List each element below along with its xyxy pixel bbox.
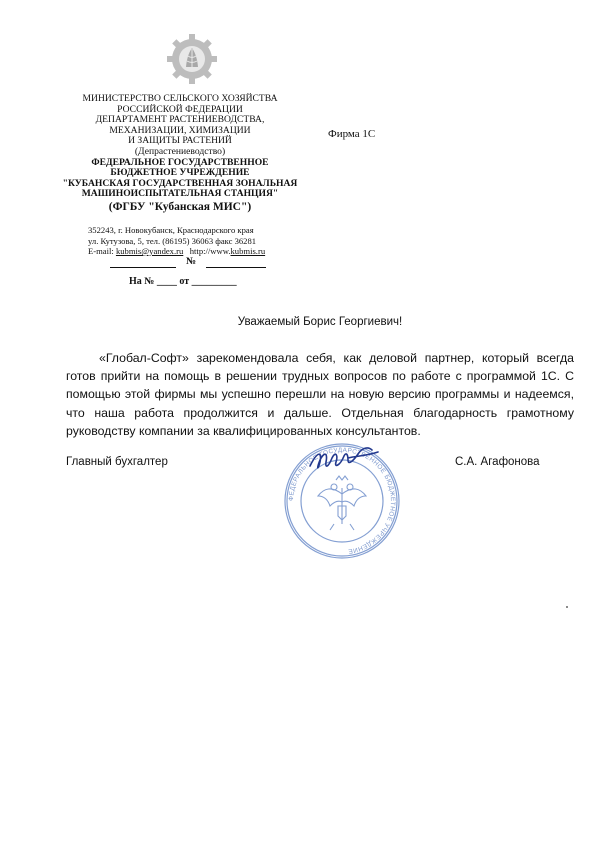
greeting <box>0 316 600 328</box>
website-prefix: http://www. <box>189 246 231 256</box>
institution-line: ФЕДЕРАЛЬНОЕ ГОСУДАРСТВЕННОЕ <box>91 156 269 168</box>
department-line: ДЕПАРТАМЕНТ РАСТЕНИЕВОДСТВА, <box>95 114 265 126</box>
address-line: 352243, г. Новокубанск, Краснодарского края <box>88 225 254 235</box>
institution-short-name: (ФГБУ "Кубанская МИС") <box>108 200 252 213</box>
signer-name: С.А. Агафонова <box>455 456 540 468</box>
institution-line: "КУБАНСКАЯ ГОСУДАРСТВЕННАЯ ЗОНАЛЬНАЯ <box>62 177 298 189</box>
letterhead <box>60 94 300 214</box>
signer-title: Главный бухгалтер <box>66 456 168 468</box>
stamp-ring-text: ФЕДЕРАЛЬНОЕ ГОСУДАРСТВЕННОЕ БЮДЖЕТНОЕ УЧРЕЖДЕНИЕ <box>287 446 397 555</box>
website-link[interactable]: kubmis.ru <box>230 246 266 256</box>
greeting-text: Уважаемый Борис Георгиевич! <box>237 316 403 328</box>
department-line: И ЗАЩИТЫ РАСТЕНИЙ <box>128 135 232 147</box>
gear-emblem-logo <box>165 32 219 86</box>
blank-underline <box>110 267 176 268</box>
letter-body: «Глобал-Софт» зарекомендовала себя, как деловой партнер, который всегда готов прийти на помощь в решении трудных вопросов по работе с программой 1С. С помощью этой фирмы мы успешно перешли на новую версию программы и надеемся, что наша работа продолжится и дальше. Отдельная благодарность грамотному руководству компании за квалифицированных консультантов. <box>66 351 574 438</box>
email-link[interactable]: kubmis@yandex.ru <box>115 246 184 256</box>
blank-underline <box>206 267 266 268</box>
recipient: Фирма 1С <box>328 128 376 140</box>
ministry-line: МИНИСТЕРСТВО СЕЛЬСКОГО ХОЗЯЙСТВА <box>82 93 278 104</box>
registration-number-line <box>110 257 270 269</box>
ministry-line: РОССИЙСКОЙ ФЕДЕРАЦИИ <box>117 103 243 115</box>
institution-line: МАШИНОИСПЫТАТЕЛЬНАЯ СТАНЦИЯ" <box>81 188 279 200</box>
official-stamp <box>282 440 402 562</box>
in-reply-line: На № ____ от _________ <box>129 276 237 287</box>
number-sign: № <box>186 256 197 267</box>
eagle-icon <box>318 476 366 530</box>
stray-dot <box>566 606 568 608</box>
department-abbrev: (Депрастениеводство) <box>134 145 226 157</box>
address-line: ул. Кутузова, 5, тел. (86195) 36063 факс 36281 <box>88 235 257 246</box>
address-block <box>88 225 308 257</box>
institution-line: БЮДЖЕТНОЕ УЧРЕЖДЕНИЕ <box>110 167 250 179</box>
email-label: E-mail: <box>88 246 114 256</box>
department-line: МЕХАНИЗАЦИИ, ХИМИЗАЦИИ <box>109 124 251 136</box>
contact-line <box>88 246 308 257</box>
